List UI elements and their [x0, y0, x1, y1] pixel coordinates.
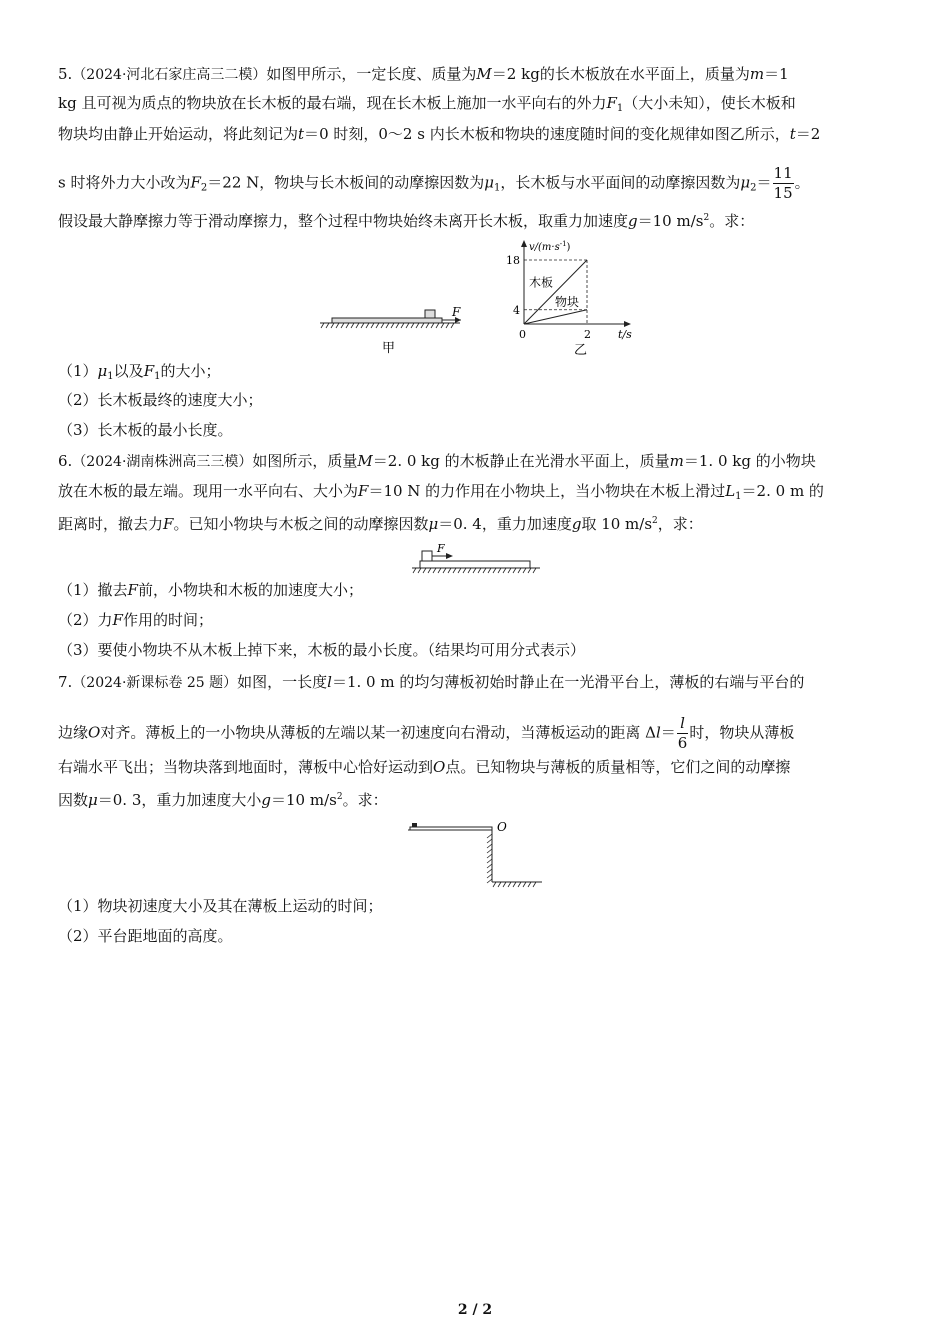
hatch-mark [381, 323, 384, 328]
q6-board [420, 561, 530, 568]
q7-line-3: 右端水平飞出；当物块落到地面时，薄板中心恰好运动到O点。已知物块与薄板的质量相等，它们之间的动摩擦 [58, 758, 791, 776]
q6-line-3: 距离时，撤去力F。已知小物块与木板之间的动摩擦因数μ＝0. 4，重力加速度g取 10 $m/s^2$，求： [58, 515, 703, 533]
hatch-mark [326, 323, 329, 328]
hatch-mark [431, 323, 434, 328]
long-board [332, 318, 442, 323]
q5-line-2: kg 且可视为质点的物块放在长木板的最右端，现在长木板上施加一水平向右的外力$F_1$（大小未知），使长木板和 [58, 94, 796, 114]
series-line-board [524, 260, 587, 324]
hatch-mark [487, 864, 492, 868]
hatch-mark [376, 323, 379, 328]
hatch-mark [487, 854, 492, 858]
q7-block [412, 823, 417, 827]
hatch-mark [421, 323, 424, 328]
hatch-mark [513, 882, 516, 887]
q6-sub-2: （2）力F作用的时间； [58, 611, 213, 629]
hatch-mark [341, 323, 344, 328]
hatch-mark [451, 323, 454, 328]
hatch-mark [433, 568, 436, 573]
x-axis-arrow [624, 321, 631, 327]
hatch-mark [436, 323, 439, 328]
hatch-mark [396, 323, 399, 328]
hatch-mark [413, 568, 416, 573]
q5-sub-3: （3）长木板的最小长度。 [58, 421, 233, 439]
hatch-mark [533, 882, 536, 887]
hatch-mark [391, 323, 394, 328]
x-axis-label: t/s [618, 328, 632, 341]
q6-sub-3: （3）要使小物块不从木板上掉下来，木板的最小长度。（结果均可用分式表示） [58, 641, 586, 659]
q5-line-4: s 时将外力大小改为$F_2=22$ N，物块与长木板间的动摩擦因数为$\mu_1$，长木板与水平面间的动摩擦因数为$\mu_2=$ $\frac{11}{15}$ 。 [58, 164, 810, 202]
hatch-mark [498, 882, 501, 887]
hatch-mark [463, 568, 466, 573]
hatch-mark [448, 568, 451, 573]
hatch-mark [351, 323, 354, 328]
hatch-mark [498, 568, 501, 573]
hatch-mark [518, 882, 521, 887]
fig-caption-yi: 乙 [574, 343, 588, 356]
hatch-mark [533, 568, 536, 573]
hatch-mark [443, 568, 446, 573]
hatch-mark [386, 323, 389, 328]
series-line-block [524, 310, 587, 324]
hatch-mark [487, 844, 492, 848]
tick-label-2: 2 [584, 328, 591, 341]
hatch-mark [426, 323, 429, 328]
hatch-mark [508, 568, 511, 573]
hatch-mark [418, 568, 421, 573]
hatch-mark [336, 323, 339, 328]
hatch-mark [518, 568, 521, 573]
hatch-mark [528, 882, 531, 887]
q6-figure [410, 541, 545, 577]
hatch-mark [411, 323, 414, 328]
y-axis-label: $v/(m\cdot s^{-1})$ [529, 240, 571, 253]
series-label-block: 物块 [555, 294, 580, 309]
hatch-mark [446, 323, 449, 328]
q6-block [422, 551, 432, 561]
hatch-mark [493, 882, 496, 887]
hatch-mark [401, 323, 404, 328]
q7-hatch [487, 834, 536, 887]
hatch-mark [508, 882, 511, 887]
q6-line-1: 6.（2024·湖南株洲高三三模）如图所示，质量M＝2. 0 kg 的木板静止在光滑水平面上，质量m＝1. 0 kg 的小物块 [58, 452, 816, 470]
origin-label: 0 [519, 328, 526, 341]
hatch-mark [488, 568, 491, 573]
hatch-mark [503, 882, 506, 887]
page-number: 2 / 2 [457, 1302, 493, 1318]
hatch-mark [438, 568, 441, 573]
q5-figure-yi-vt-graph [498, 236, 648, 356]
q7-line-2: 边缘O对齐。薄板上的一小物块从薄板的左端以某一初速度向右滑动，当薄板运动的距离 Δl＝ $\frac{l}{6}$ 时，物块从薄板 [58, 714, 795, 752]
hatch-mark [487, 869, 492, 873]
hatch-mark [453, 568, 456, 573]
hatch-mark [503, 568, 506, 573]
q7-line-4: 因数μ＝0. 3，重力加速度大小g＝10 $m/s^2$。求： [58, 791, 388, 809]
hatch-mark [513, 568, 516, 573]
q6-force-arrow [446, 553, 453, 559]
q6-line-2: 放在木板的最左端。现用一水平向右、大小为F＝10 N 的力作用在小物块上，当小物块在木板上滑过$L_1=2$. 0 m 的 [58, 482, 824, 502]
q6-force-label: F [437, 542, 445, 555]
hatch-mark [487, 839, 492, 843]
hatch-mark [487, 879, 492, 883]
hatch-mark [331, 323, 334, 328]
hatch-mark [428, 568, 431, 573]
y-axis-arrow [521, 240, 527, 247]
q6-ground-hatch [413, 568, 536, 573]
hatch-mark [483, 568, 486, 573]
fig-caption-jia: 甲 [382, 341, 396, 356]
q5-line-3: 物块均由静止开始运动，将此刻记为t＝0 时刻，0～2 s 内长木板和物块的速度随时间的变化规律如图乙所示，t＝2 [58, 125, 821, 143]
q5-fraction: $\frac{11}{15}$ [773, 164, 793, 202]
q7-fraction: $\frac{l}{6}$ [677, 714, 688, 752]
hatch-mark [356, 323, 359, 328]
hatch-mark [468, 568, 471, 573]
hatch-mark [406, 323, 409, 328]
hatch-mark [441, 323, 444, 328]
hatch-mark [523, 882, 526, 887]
hatch-mark [366, 323, 369, 328]
hatch-mark [523, 568, 526, 573]
q6-sub-1: （1）撤去F前，小物块和木板的加速度大小； [58, 581, 363, 599]
hatch-mark [346, 323, 349, 328]
hatch-mark [487, 849, 492, 853]
force-label: F [452, 305, 461, 319]
q5-sub-1: $(1)\mu_1$以及$F_1$的大小； [58, 362, 221, 382]
hatch-mark [478, 568, 481, 573]
tick-label-18: 18 [506, 254, 520, 267]
hatch-mark [361, 323, 364, 328]
q7-line-1: 7.（2024·新课标卷 25 题）如图，一长度l＝1. 0 m 的均匀薄板初始时静止在一光滑平台上，薄板的右端与平台的 [58, 673, 805, 691]
q5-line-1: 5.（2024·河北石家庄高三二模）如图甲所示，一定长度、质量为M＝2 kg的长木板放在水平面上，质量为m＝1 [58, 65, 789, 83]
series-label-board: 木板 [529, 275, 554, 290]
hatch-mark [487, 874, 492, 878]
q5-figure-jia [318, 300, 468, 360]
hatch-mark [423, 568, 426, 573]
hatch-mark [416, 323, 419, 328]
q5-sub-2: （2）长木板最终的速度大小； [58, 391, 263, 409]
tick-label-4: 4 [513, 303, 520, 317]
hatch-mark [528, 568, 531, 573]
q7-sub-1: （1）物块初速度大小及其在薄板上运动的时间； [58, 897, 383, 915]
hatch-mark [473, 568, 476, 573]
hatch-mark [321, 323, 324, 328]
hatch-mark [371, 323, 374, 328]
hatch-mark [493, 568, 496, 573]
q7-sub-2: （2）平台距地面的高度。 [58, 927, 233, 945]
q7-point-O-label: O [497, 820, 507, 834]
hatch-mark [487, 834, 492, 838]
q7-figure [404, 818, 549, 890]
ground-hatch [321, 323, 454, 328]
q5-line-5: 假设最大静摩擦力等于滑动摩擦力，整个过程中物块始终未离开长木板，取重力加速度g＝10 $m/s^2$。求： [58, 212, 755, 230]
hatch-mark [458, 568, 461, 573]
block [425, 310, 435, 318]
hatch-mark [487, 859, 492, 863]
